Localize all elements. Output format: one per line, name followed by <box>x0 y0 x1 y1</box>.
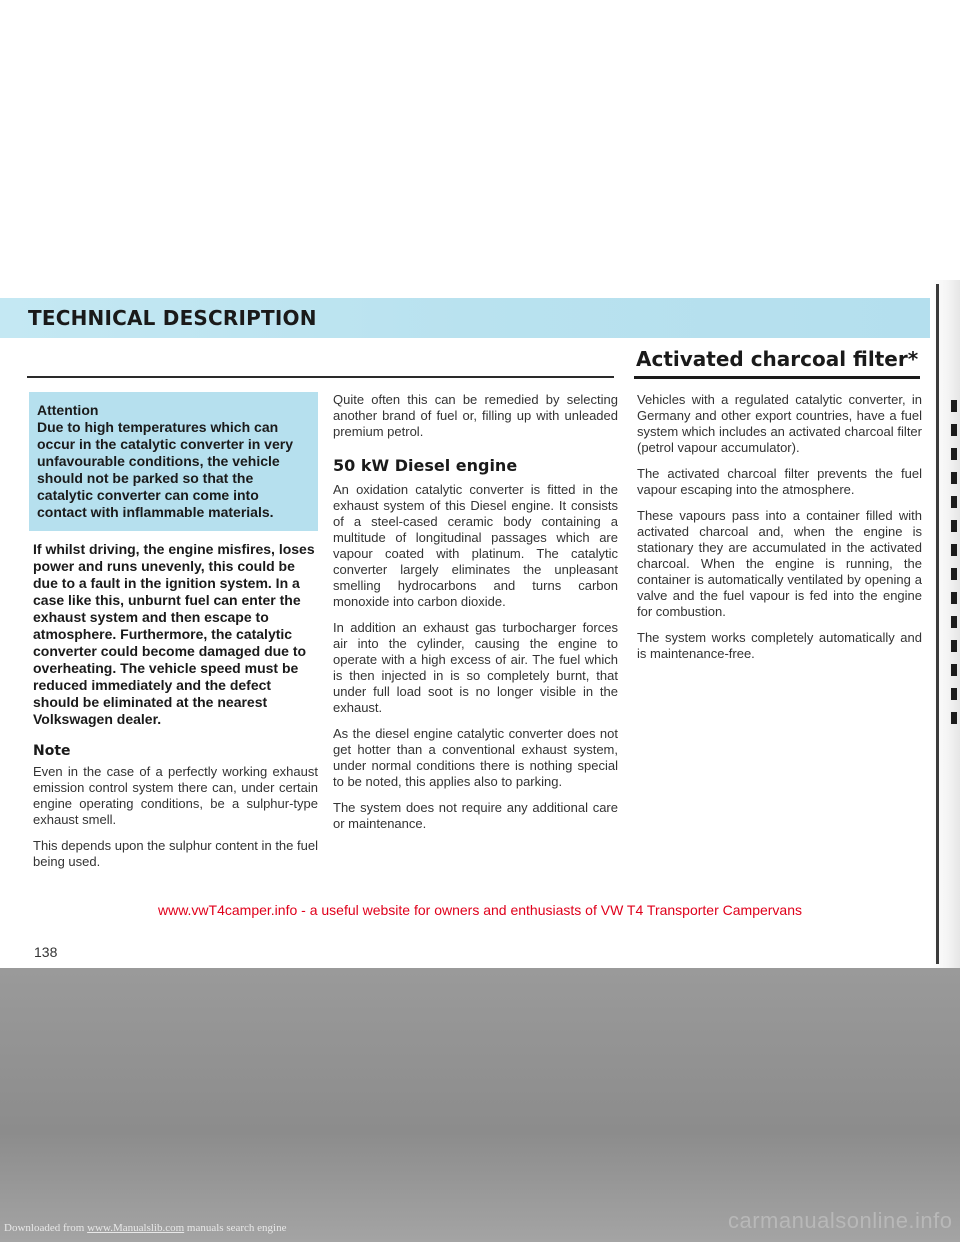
charcoal-paragraph-4: The system works completely automatically and is maintenance-free. <box>637 630 922 661</box>
diesel-paragraph-4: The system does not require any additional care or maintenance. <box>333 800 618 831</box>
website-watermark: www.vwT4camper.info - a useful website for owners and enthusiasts of VW T4 Transporter Campervans <box>157 902 803 918</box>
note-paragraph-1: Even in the case of a perfectly working exhaust emission control system there can, under certain engine operating conditions, be a sulphur-type exhaust smell. <box>33 764 318 827</box>
attention-text: Due to high temperatures which can occur in the catalytic converter in very unfavourable conditions, the vehicle should not be parked so that the catalytic converter can come into contact with inflammable materials. <box>37 419 293 520</box>
diesel-paragraph-1: An oxidation catalytic converter is fitted in the exhaust system of this Diesel engine. It consists of a steel-cased ceramic body containing a multitude of longitudinal passages which are vapour coated with platinum. The catalytic converter largely eliminates the unpleasant smelling hydrocarbons and turns carbon monoxide into carbon dioxide. <box>333 482 618 609</box>
note-label: Note <box>33 743 71 759</box>
page-title: TECHNICAL DESCRIPTION <box>28 306 317 330</box>
diesel-paragraph-3: As the diesel engine catalytic converter does not get hotter than a conventional exhaust system, under normal conditions there is nothing special to be noted, this applies also to parking. <box>333 726 618 789</box>
attention-box <box>29 392 318 531</box>
section-title: Activated charcoal filter* <box>636 347 919 371</box>
divider-left <box>27 376 614 378</box>
footer-prefix: Downloaded from <box>4 1222 85 1234</box>
spine-edge <box>936 284 939 964</box>
footer-watermark: carmanualsonline.info <box>728 1208 953 1233</box>
column-left <box>33 392 318 880</box>
diesel-heading: 50 kW Diesel engine <box>333 456 518 475</box>
page-number: 138 <box>34 944 58 960</box>
scan-background <box>0 968 960 1242</box>
manualslib-link[interactable]: www.Manualslib.com <box>87 1222 185 1234</box>
divider-right <box>634 376 920 379</box>
download-footer <box>4 1222 286 1234</box>
charcoal-paragraph-3: These vapours pass into a container filled with activated charcoal and, when the engine is stationary they are accumulated in the activated charcoal. When the engine is running, the container is automatically ventilated by opening a valve and the fuel vapour is fed into the engine for combustion. <box>637 508 922 619</box>
misfire-warning: If whilst driving, the engine misfires, loses power and runs unevenly, this could be due to a fault in the ignition system. In a case like this, unburnt fuel can enter the exhaust system and then escape to atmosphere. Furthermore, the catalytic converter could become damaged due to overheating. The vehicle speed must be reduced immediately and the defect should be eliminated at the nearest Volkswagen dealer. <box>33 541 315 727</box>
charcoal-paragraph-2: The activated charcoal filter prevents the fuel vapour escaping into the atmosphere. <box>637 466 922 497</box>
column-middle <box>333 392 618 842</box>
charcoal-paragraph-1: Vehicles with a regulated catalytic converter, in Germany and other export countries, have a fuel system which includes an activated charcoal filter (petrol vapour accumulator). <box>637 392 922 455</box>
attention-label: Attention <box>37 402 99 418</box>
column-right <box>637 392 922 672</box>
remedy-paragraph: Quite often this can be remedied by selecting another brand of fuel or, filling up with unleaded premium petrol. <box>333 392 618 439</box>
spine-tab-marks <box>951 400 960 736</box>
footer-suffix: manuals search engine <box>186 1222 287 1234</box>
diesel-paragraph-2: In addition an exhaust gas turbocharger forces air into the cylinder, causing the engine to operate with a high excess of air. The fuel which is then injected in is so completely burnt, that under full load soot is no longer visible in the exhaust. <box>333 620 618 715</box>
note-paragraph-2: This depends upon the sulphur content in the fuel being used. <box>33 838 318 869</box>
